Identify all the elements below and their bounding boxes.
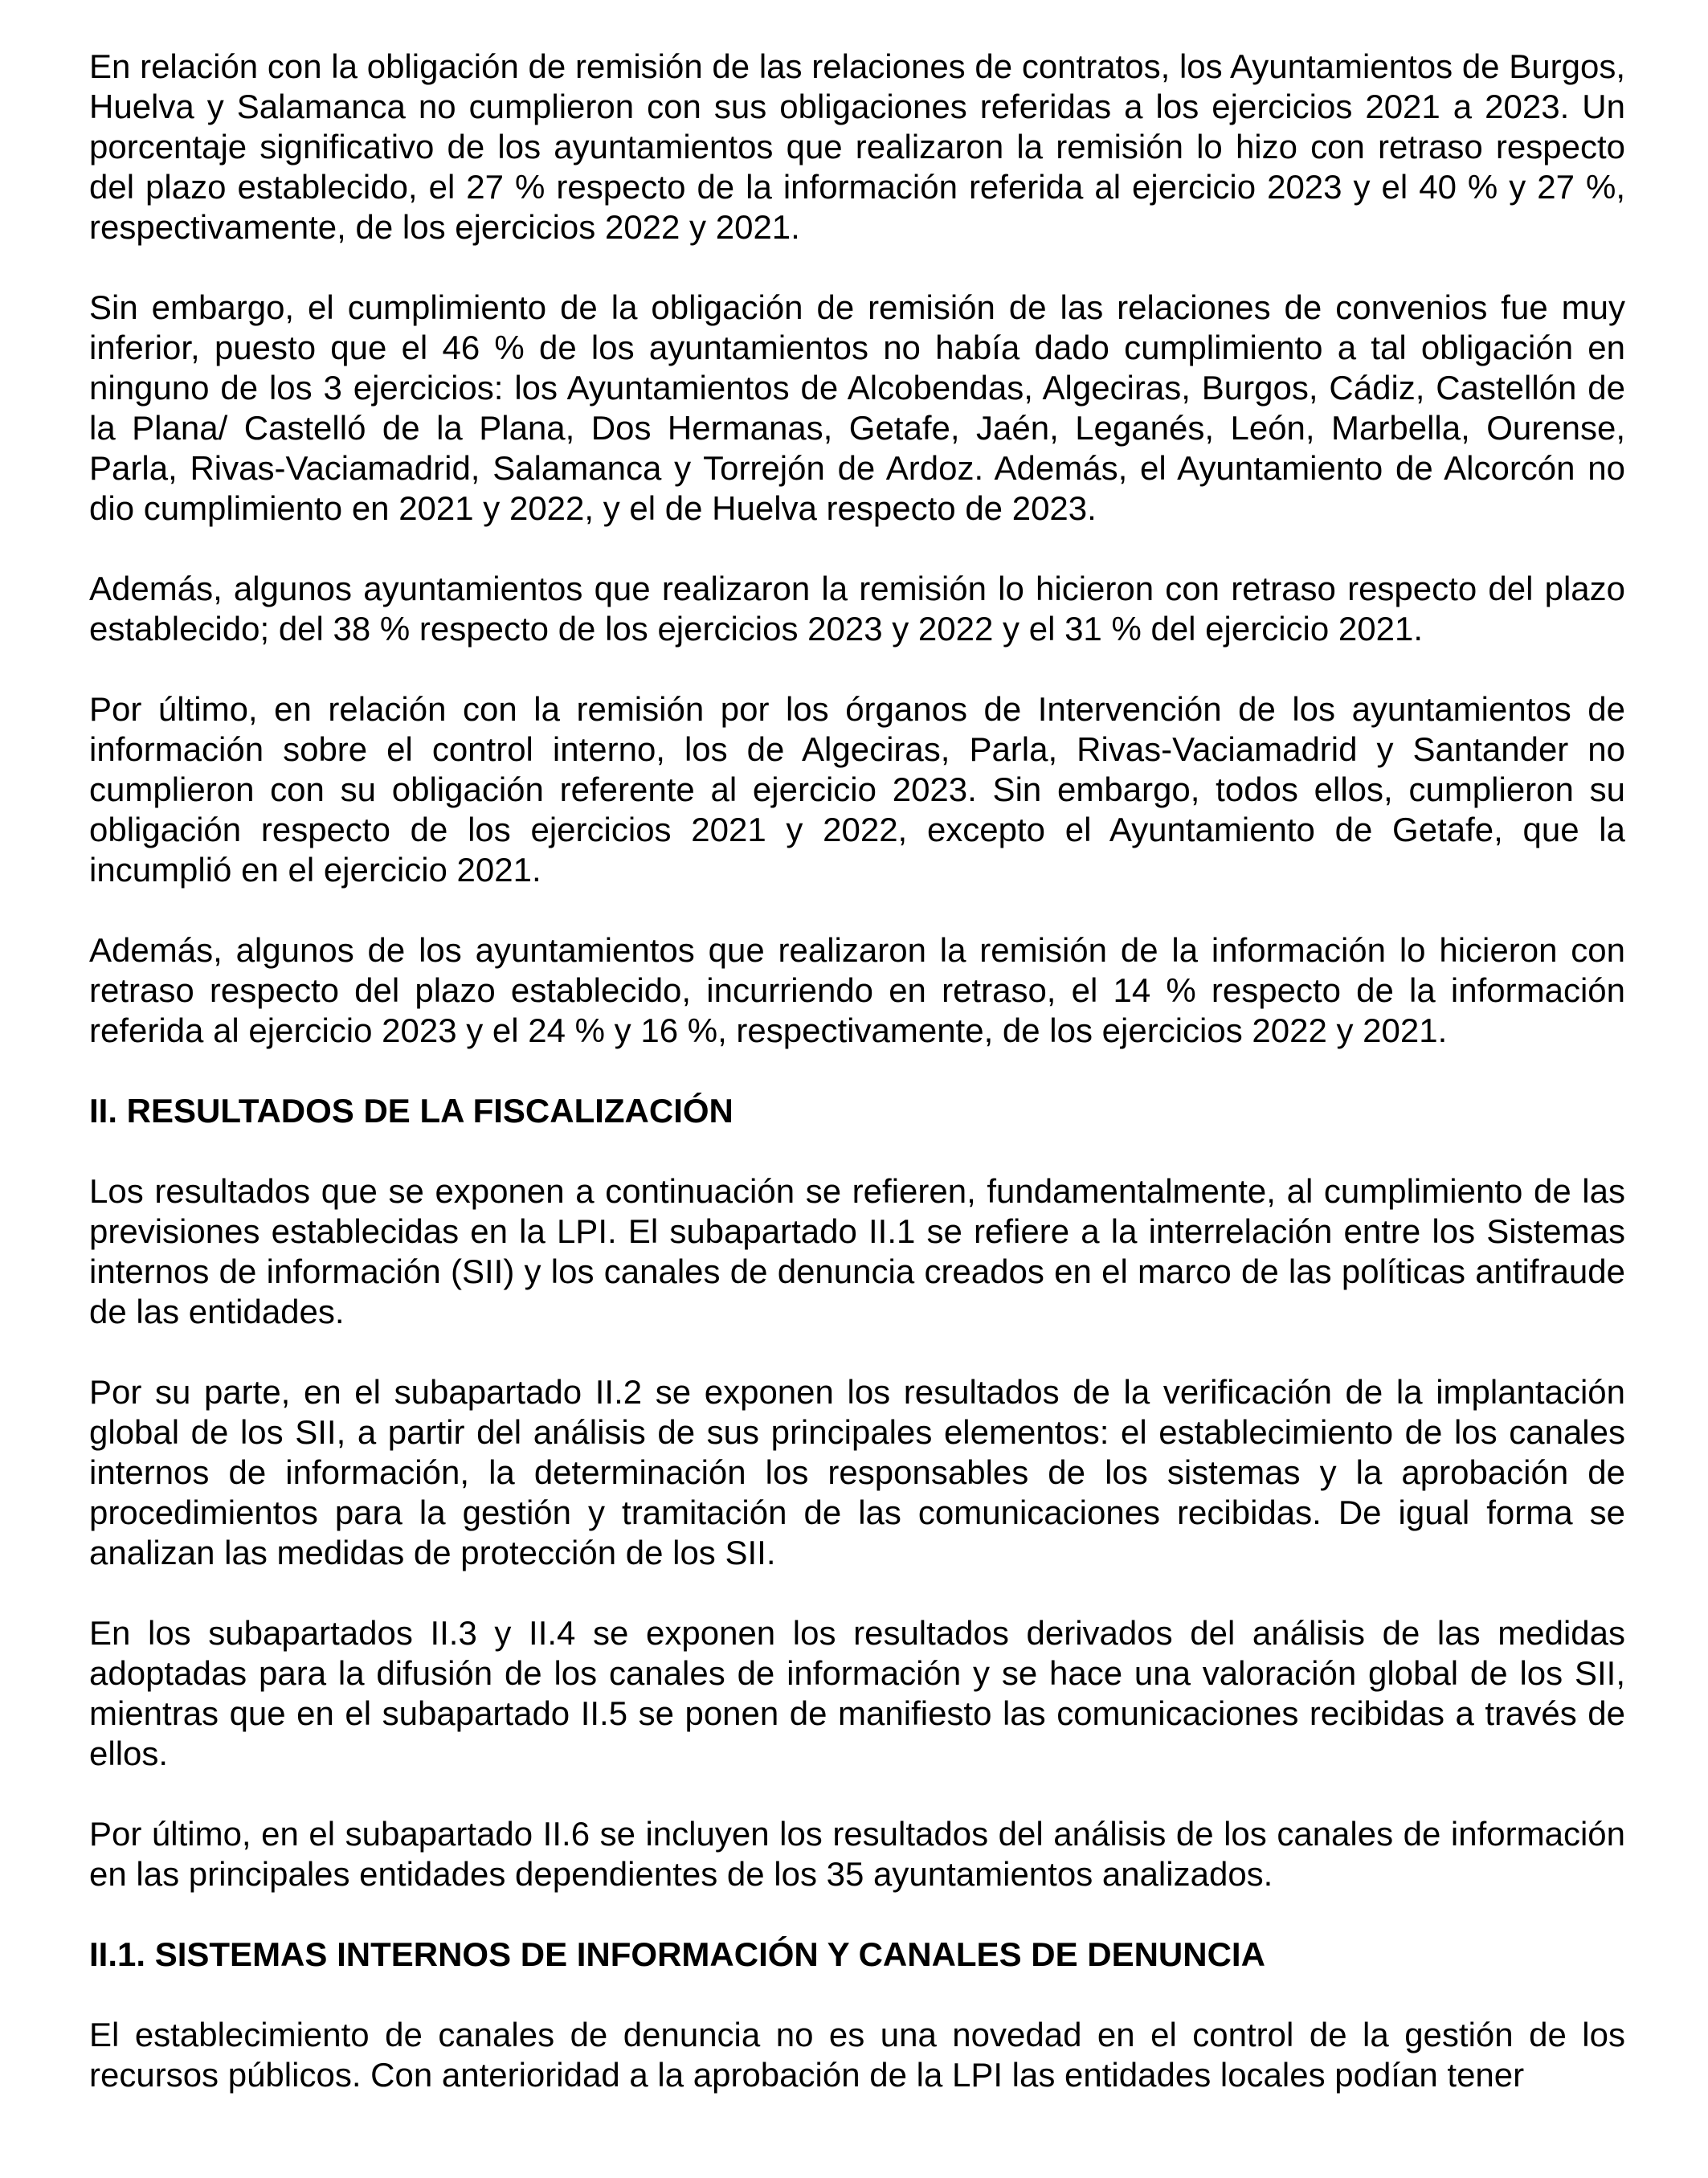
paragraph-control-interno-retraso: Además, algunos de los ayuntamientos que realizaron la remisión de la información lo hicieron con retraso respecto del plazo establecido, incurriendo en retraso, el 14 % respecto de la información referida al ejercicio 2023 y el 24 % y 16 %, respectivamente, de los ejercicios 2022 y 2021.: [89, 931, 1625, 1049]
paragraph-control-interno: Por último, en relación con la remisión por los órganos de Intervención de los ayuntamientos de información sobre el control interno, los de Algeciras, Parla, Rivas-Vaciamadrid y Santander no cumplieron con su obligación referente al ejercicio 2023. Sin embargo, todos ellos, cumplieron su obligación respecto de los ejercicios 2021 y 2022, excepto el Ayuntamiento de Getafe, que la incumplió en el ejercicio 2021.: [89, 690, 1625, 889]
document-page: [89, 47, 1625, 2095]
paragraph-subapartado-ii2: Por su parte, en el subapartado II.2 se exponen los resultados de la verificación de la implantación global de los SII, a partir del análisis de sus principales elementos: el establecimiento de los canales internos de información, la determinación los responsables de los sistemas y la aprobación de procedimientos para la gestión y tramitación de las comunicaciones recibidas. De igual forma se analizan las medidas de protección de los SII.: [89, 1373, 1625, 1571]
paragraph-resultados-intro: Los resultados que se exponen a continuación se refieren, fundamentalmente, al cumplimiento de las previsiones establecidas en la LPI. El subapartado II.1 se refiere a la interrelación entre los Sistemas internos de información (SII) y los canales de denuncia creados en el marco de las políticas antifraude de las entidades.: [89, 1172, 1625, 1330]
section-heading-sistemas-internos: II.1. SISTEMAS INTERNOS DE INFORMACIÓN Y CANALES DE DENUNCIA: [89, 1935, 1265, 1973]
paragraph-convenios-retraso: Además, algunos ayuntamientos que realizaron la remisión lo hicieron con retraso respecto del plazo establecido; del 38 % respecto de los ejercicios 2023 y 2022 y el 31 % del ejercicio 2021.: [89, 570, 1625, 648]
paragraph-convenios-remision: Sin embargo, el cumplimiento de la obligación de remisión de las relaciones de convenios fue muy inferior, puesto que el 46 % de los ayuntamientos no había dado cumplimiento a tal obligación en ninguno de los 3 ejercicios: los Ayuntamientos de Alcobendas, Algeciras, Burgos, Cádiz, Castellón de la Plana/ Castelló de la Plana, Dos Hermanas, Getafe, Jaén, Leganés, León, Marbella, Ourense, Parla, Rivas-Vaciamadrid, Salamanca y Torrejón de Ardoz. Además, el Ayuntamiento de Alcorcón no dio cumplimiento en 2021 y 2022, y el de Huelva respecto de 2023.: [89, 288, 1625, 527]
paragraph-subapartado-ii6: Por último, en el subapartado II.6 se incluyen los resultados del análisis de los canales de información en las principales entidades dependientes de los 35 ayuntamientos analizados.: [89, 1815, 1625, 1893]
paragraph-canales-denuncia: El establecimiento de canales de denuncia no es una novedad en el control de la gestión de los recursos públicos. Con anterioridad a la aprobación de la LPI las entidades locales podían tener: [89, 2016, 1625, 2094]
paragraph-subapartados-ii3-ii5: En los subapartados II.3 y II.4 se exponen los resultados derivados del análisis de las medidas adoptadas para la difusión de los canales de información y se hace una valoración global de los SII, mientras que en el subapartado II.5 se ponen de manifiesto las comunicaciones recibidas a través de ellos.: [89, 1614, 1625, 1772]
section-heading-resultados: II. RESULTADOS DE LA FISCALIZACIÓN: [89, 1092, 733, 1130]
paragraph-contratos-remision: En relación con la obligación de remisión de las relaciones de contratos, los Ayuntamientos de Burgos, Huelva y Salamanca no cumplieron con sus obligaciones referidas a los ejercicios 2021 a 2023. Un porcentaje significativo de los ayuntamientos que realizaron la remisión lo hizo con retraso respecto del plazo establecido, el 27 % respecto de la información referida al ejercicio 2023 y el 40 % y 27 %, respectivamente, de los ejercicios 2022 y 2021.: [89, 47, 1625, 246]
